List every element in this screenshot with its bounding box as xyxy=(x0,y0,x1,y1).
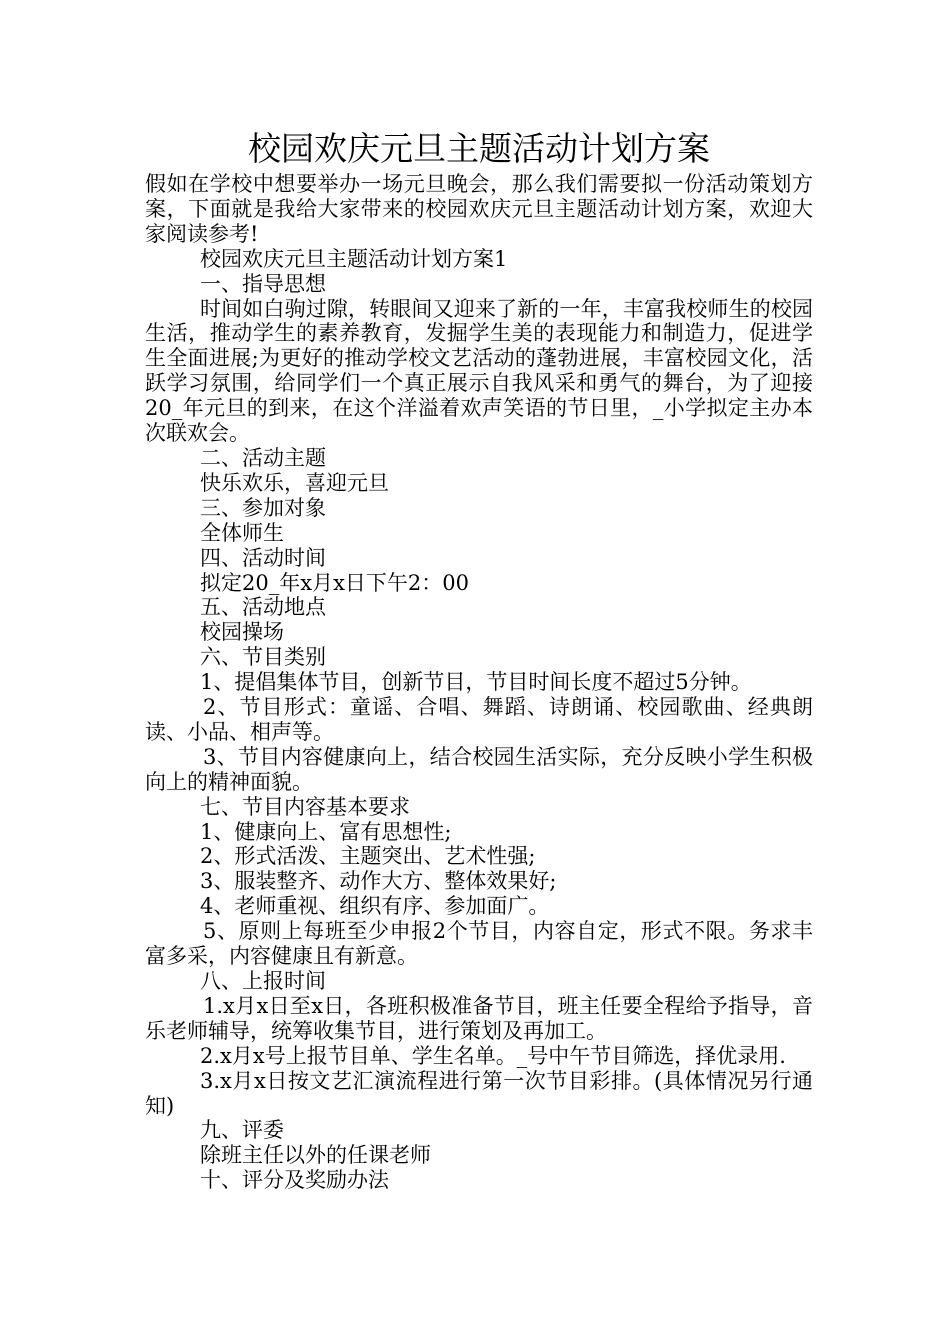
paragraph: 九、评委 xyxy=(200,1118,284,1143)
paragraph: 十、评分及奖励办法 xyxy=(200,1168,389,1193)
paragraph: 2、节目形式：童谣、合唱、舞蹈、诗朗诵、校园歌曲、经典朗读、小品、相声等。 xyxy=(145,695,813,744)
paragraph: 3、服装整齐、动作大方、整体效果好; xyxy=(200,869,557,894)
paragraph: 4、老师重视、组织有序、参加面广。 xyxy=(200,894,550,919)
paragraph: 除班主任以外的任课老师 xyxy=(200,1143,431,1168)
paragraph: 1.x月x日至x日，各班积极准备节目，班主任要全程给予指导，音乐老师辅导，统筹收集节目，进行策划及再加工。 xyxy=(145,993,813,1043)
paragraph: 六、节目类别 xyxy=(200,645,326,670)
document-body xyxy=(145,172,813,1193)
paragraph: 快乐欢乐，喜迎元旦 xyxy=(200,470,389,495)
paragraph: 拟定20_年x月x日下午2：00 xyxy=(200,570,469,595)
paragraph: 八、上报时间 xyxy=(200,969,326,993)
paragraph: 1、健康向上、富有思想性; xyxy=(200,819,452,844)
paragraph: 1、提倡集体节目，创新节目，节目时间长度不超过5分钟。 xyxy=(200,670,752,695)
paragraph: 2.x月x号上报节目单、学生名单。_号中午节目筛选，择优录用. xyxy=(200,1043,786,1068)
paragraph: 校园操场 xyxy=(200,620,284,645)
paragraph: 2、形式活泼、主题突出、艺术性强; xyxy=(200,844,536,869)
paragraph: 5、原则上每班至少申报2个节目，内容自定，形式不限。务求丰富多采，内容健康且有新意。 xyxy=(145,919,813,969)
paragraph: 七、节目内容基本要求 xyxy=(200,794,410,819)
paragraph: 3.x月x日按文艺汇演流程进行第一次节目彩排。(具体情况另行通知) xyxy=(145,1068,813,1118)
paragraph: 全体师生 xyxy=(200,520,284,545)
paragraph: 一、指导思想 xyxy=(200,271,326,296)
paragraph: 时间如白驹过隙，转眼间又迎来了新的一年，丰富我校师生的校园生活，推动学生的素养教育，发掘学生美的表现能力和制造力，促进学生全面进展;为更好的推动学校文艺活动的蓬勃进展，丰富校园文化，活跃学习氛围，给同学们一个真正展示自我风采和勇气的舞台，为了迎接20_年元旦的到来，在这个洋溢着欢声笑语的节日里，_小学拟定主办本次联欢会。 xyxy=(145,296,813,446)
paragraph: 四、活动时间 xyxy=(200,545,326,570)
document-title: 校园欢庆元旦主题活动计划方案 xyxy=(248,129,710,168)
paragraph: 二、活动主题 xyxy=(200,445,326,470)
paragraph: 三、参加对象 xyxy=(200,495,326,520)
paragraph: 校园欢庆元旦主题活动计划方案1 xyxy=(200,246,508,271)
paragraph: 假如在学校中想要举办一场元旦晚会，那么我们需要拟一份活动策划方案，下面就是我给大家带来的校园欢庆元旦主题活动计划方案，欢迎大家阅读参考! xyxy=(145,172,813,246)
paragraph: 3、节目内容健康向上，结合校园生活实际，充分反映小学生积极向上的精神面貌。 xyxy=(145,744,813,794)
document-content xyxy=(145,128,813,1193)
paragraph: 五、活动地点 xyxy=(200,595,326,620)
